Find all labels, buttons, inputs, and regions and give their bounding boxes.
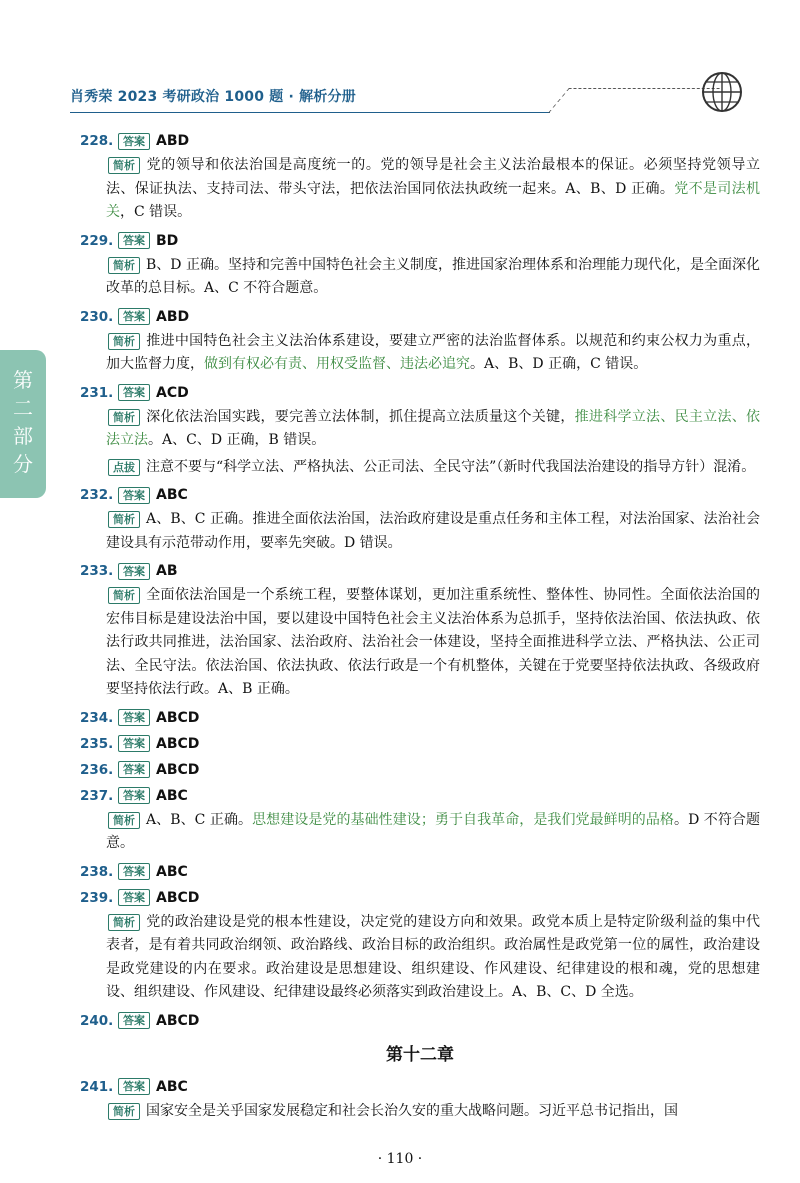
analysis-tail: 。D 不符合题意。 xyxy=(106,811,760,851)
answer-value: AB xyxy=(156,563,178,579)
header-rule xyxy=(70,112,550,113)
question-number: 233. xyxy=(80,563,114,579)
analysis-paragraph xyxy=(80,584,760,702)
section-side-tab xyxy=(0,350,46,498)
question-number: 230. xyxy=(80,308,114,325)
analysis-paragraph xyxy=(80,809,760,856)
answer-value: BD xyxy=(156,232,179,249)
analysis-paragraph xyxy=(80,154,760,225)
question-number: 236. xyxy=(80,761,114,778)
question-number: 241. xyxy=(80,1078,114,1095)
question-row xyxy=(80,304,760,330)
tip-text: 注意不要与“科学立法、严格执法、公正司法、全民守法”（新时代我国法治建设的指导方针）混淆。 xyxy=(146,458,756,475)
question-row xyxy=(80,228,760,254)
question-number: 237. xyxy=(80,787,114,804)
highlighted-text: 思想建设是党的基础性建设；勇于自我革命，是我们党最鲜明的品格 xyxy=(252,811,674,828)
analysis-paragraph xyxy=(80,330,760,377)
question-row xyxy=(80,380,760,406)
brief-analysis-tag: 简析 xyxy=(108,914,140,931)
answer-value: ABD xyxy=(156,308,190,325)
question-row xyxy=(80,1074,760,1100)
answer-value: ABCD xyxy=(156,1012,200,1029)
answer-tag: 答案 xyxy=(118,1078,150,1095)
question-number: 239. xyxy=(80,889,114,906)
question-number: 238. xyxy=(80,863,114,880)
analysis-paragraph xyxy=(80,1100,760,1124)
answer-tag: 答案 xyxy=(118,487,150,504)
brief-analysis-tag: 简析 xyxy=(108,257,140,274)
answer-value: ABC xyxy=(156,1078,188,1095)
answer-tag: 答案 xyxy=(118,384,150,401)
brief-analysis-tag: 简析 xyxy=(108,333,140,350)
question-number: 232. xyxy=(80,487,114,503)
answer-value: ABCD xyxy=(156,709,200,726)
answer-value: ABC xyxy=(156,787,188,804)
question-row xyxy=(80,128,760,154)
analysis-text: 全面依法治国是一个系统工程，要整体谋划，更加注重系统性、整体性、协同性。全面依法治国的宏伟目标是建设法治中国，要以建设中国特色社会主义法治体系为总抓手，坚持依法治国、依法执政、依法行政共同推进，法治国家、法治政府、法治社会一体建设，坚持全面推进科学立法、严格执法、公正司法、全民守法。依法治国、依法执政、依法行政是一个有机整体，关键在于党要坚持依法执政、各级政府要坚持依法行政。A、B 正确。 xyxy=(106,587,760,697)
tip-tag: 点拔 xyxy=(108,459,140,476)
side-tab-label: 第二部分 xyxy=(13,368,33,476)
question-number: 240. xyxy=(80,1012,114,1029)
page-number: · 110 · xyxy=(377,1151,423,1167)
answer-tag: 答案 xyxy=(118,735,150,752)
answer-tag: 答案 xyxy=(118,232,150,249)
analysis-paragraph xyxy=(80,508,760,555)
answer-value: ABC xyxy=(156,863,188,880)
chapter-heading: 第十二章 xyxy=(386,1044,454,1065)
analysis-tail: ，C 错误。 xyxy=(120,204,192,220)
globe-icon xyxy=(700,70,744,114)
highlighted-text: 党不是司法机关 xyxy=(106,180,761,220)
tip-paragraph xyxy=(80,456,760,480)
running-header: 肖秀荣 2023 考研政治 1000 题 · 解析分册 xyxy=(70,89,356,105)
analysis-text: 党的政治建设是党的根本性建设，决定党的建设方向和效果。政党本质上是特定阶级利益的集中代表者，是有着共同政治纲领、政治路线、政治目标的政治组织。政治属性是政党第一位的属性，政治建设是政党建设的内在要求。政治建设是思想建设、组织建设、作风建设、纪律建设的根和魂，党的思想建设、组织建设、作风建设、纪律建设最终必须落实到政治建设上。A、B、C、D 全选。 xyxy=(106,913,760,1000)
question-number: 234. xyxy=(80,709,114,726)
answer-value: ACD xyxy=(156,384,189,401)
question-row xyxy=(80,1008,760,1034)
brief-analysis-tag: 简析 xyxy=(108,511,140,528)
question-number: 231. xyxy=(80,384,114,401)
question-number: 235. xyxy=(80,735,114,752)
analysis-paragraph xyxy=(80,406,760,453)
question-row xyxy=(80,757,760,783)
question-row xyxy=(80,705,760,731)
analysis-text: 深化依法治国实践，要完善立法体制，抓住提高立法质量这个关键， xyxy=(146,408,575,425)
answer-tag: 答案 xyxy=(118,709,150,726)
analysis-paragraph xyxy=(80,254,760,301)
question-number: 229. xyxy=(80,232,114,249)
question-row xyxy=(80,859,760,885)
analysis-tail: 。A、C、D 正确，B 错误。 xyxy=(148,432,326,448)
brief-analysis-tag: 简析 xyxy=(108,587,140,604)
analysis-tail: 。A、B、D 正确，C 错误。 xyxy=(470,356,648,372)
analysis-text: A、B、C 正确。推进全面依法治国，法治政府建设是重点任务和主体工程，对法治国家、法治社会建设具有示范带动作用，要率先突破。D 错误。 xyxy=(106,511,760,551)
highlighted-text: 做到有权必有责、用权受监督、违法必追究 xyxy=(204,356,470,372)
answer-tag: 答案 xyxy=(118,761,150,778)
brief-analysis-tag: 简析 xyxy=(108,1103,140,1120)
answer-tag: 答案 xyxy=(118,308,150,325)
answer-value: ABC xyxy=(156,487,188,503)
highlighted-text: 推进科学立法、民主立法、依法立法 xyxy=(106,408,761,448)
answer-value: ABCD xyxy=(156,889,200,906)
analysis-text: 国家安全是关乎国家发展稳定和社会长治久安的重大战略问题。习近平总书记指出，国 xyxy=(146,1102,678,1119)
analysis-text: 党的领导和依法治国是高度统一的。党的领导是社会主义法治最根本的保证。必须坚持党领导立法、保证执法、支持司法、带头守法，把依法治国同依法执政统一起来。A、B、D 正确。 xyxy=(106,157,760,197)
analysis-text: A、B、C 正确。 xyxy=(146,811,253,828)
answer-value: ABCD xyxy=(156,761,200,778)
brief-analysis-tag: 简析 xyxy=(108,157,140,174)
answer-tag: 答案 xyxy=(118,133,150,150)
analysis-paragraph xyxy=(80,911,760,1005)
answer-tag: 答案 xyxy=(118,787,150,804)
question-row xyxy=(80,885,760,911)
header-dashed-rule xyxy=(548,88,720,113)
answer-list xyxy=(80,128,760,1126)
answer-tag: 答案 xyxy=(118,889,150,906)
question-row xyxy=(80,731,760,757)
answer-tag: 答案 xyxy=(118,563,150,580)
answer-tag: 答案 xyxy=(118,1012,150,1029)
brief-analysis-tag: 简析 xyxy=(108,409,140,426)
question-row xyxy=(80,558,760,584)
analysis-text: 推进中国特色社会主义法治体系建设，要建立严密的法治监督体系。以规范和约束公权力为重点，加大监督力度， xyxy=(106,332,760,372)
brief-analysis-tag: 简析 xyxy=(108,812,140,829)
analysis-text: B、D 正确。坚持和完善中国特色社会主义制度，推进国家治理体系和治理能力现代化，是全面深化改革的总目标。A、C 不符合题意。 xyxy=(106,256,760,296)
answer-value: ABD xyxy=(156,133,190,149)
question-row xyxy=(80,482,760,508)
answer-value: ABCD xyxy=(156,735,200,752)
question-row xyxy=(80,783,760,809)
answer-tag: 答案 xyxy=(118,863,150,880)
question-number: 228. xyxy=(80,133,114,149)
